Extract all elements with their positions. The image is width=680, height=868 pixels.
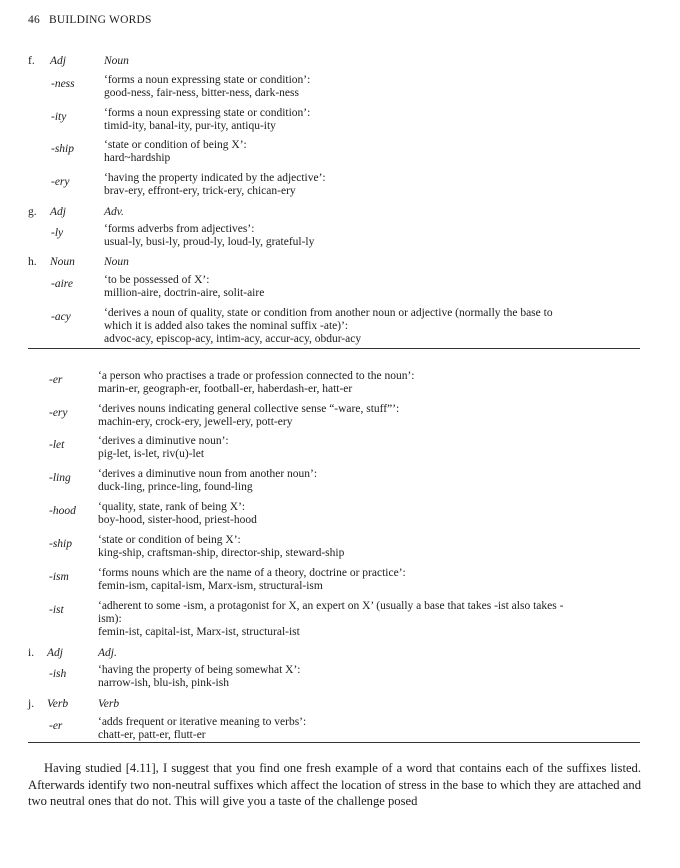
suffix-label: -ness xyxy=(51,78,75,90)
suffix-label: -er xyxy=(49,374,63,386)
suffix-entry xyxy=(51,274,73,292)
section-letter-i: i. xyxy=(28,647,35,659)
definition-text: ‘quality, state, rank of being X’: xyxy=(98,501,246,513)
suffix-definition xyxy=(98,567,406,593)
definition-text: ‘forms a noun expressing state or condition’: xyxy=(104,74,311,86)
page-break-rule xyxy=(28,348,640,349)
suffix-entry xyxy=(49,600,64,618)
definition-text: ‘a person who practises a trade or profession connected to the noun’: xyxy=(98,370,415,382)
examples-text: hard~hardship xyxy=(104,152,171,164)
definition-text: ‘adherent to some -ism, a protagonist for X, an expert on X’ (usually a base that takes -ist also takes - xyxy=(98,600,564,612)
suffix-definition xyxy=(98,370,414,396)
suffix-definition xyxy=(98,664,300,690)
suffix-entry xyxy=(51,74,75,92)
examples-text: good-ness, fair-ness, bitter-ness, dark-ness xyxy=(104,87,299,99)
suffix-definition xyxy=(104,74,310,100)
suffix-entry xyxy=(51,307,71,325)
definition-text: ‘forms nouns which are the name of a theory, doctrine or practice’: xyxy=(98,567,406,579)
suffix-label: -acy xyxy=(51,311,71,323)
definition-text: ‘derives a noun of quality, state or condition from another noun or adjective (normally the base to xyxy=(104,307,553,319)
suffix-entry xyxy=(49,370,62,388)
section-base-j: Verb xyxy=(47,698,69,710)
suffix-label: -ship xyxy=(49,538,72,550)
suffix-entry xyxy=(49,664,66,682)
definition-text: ‘to be possessed of X’: xyxy=(104,274,210,286)
section-base-i: Adj xyxy=(47,647,63,659)
suffix-entry xyxy=(49,716,62,734)
suffix-definition xyxy=(104,274,264,300)
examples-text: marin-er, geograph-er, football-er, haberdash-er, hatt-er xyxy=(98,383,353,395)
suffix-label: -ism xyxy=(49,571,69,583)
suffix-definition xyxy=(98,534,344,560)
suffix-definition xyxy=(98,716,306,742)
definition-text: ‘derives nouns indicating general collective sense “-ware, stuff”’: xyxy=(98,403,400,415)
examples-text: pig-let, is-let, riv(u)-let xyxy=(98,448,205,460)
suffix-label: -ship xyxy=(51,143,74,155)
section-letter-h: h. xyxy=(28,256,37,268)
examples-text: king-ship, craftsman-ship, director-ship, steward-ship xyxy=(98,547,345,559)
examples-text: duck-ling, prince-ling, found-ling xyxy=(98,481,253,493)
examples-text: femin-ism, capital-ism, Marx-ism, structural-ism xyxy=(98,580,323,592)
definition-text: ‘having the property indicated by the adjective’: xyxy=(104,172,326,184)
suffix-entry xyxy=(51,107,66,125)
suffix-entry xyxy=(49,501,76,519)
definition-text-continued: which it is added also takes the nominal suffix -ate)’: xyxy=(104,320,349,332)
examples-text: advoc-acy, episcop-acy, intim-acy, accur-acy, obdur-acy xyxy=(104,333,362,345)
section-base-g: Adj xyxy=(50,206,66,218)
suffix-entry xyxy=(51,139,74,157)
suffix-label: -ly xyxy=(51,227,64,239)
suffix-label: -ery xyxy=(51,176,70,188)
definition-text-continued: ism): xyxy=(98,613,122,625)
section-letter-g: g. xyxy=(28,206,37,218)
suffix-label: -ity xyxy=(51,111,67,123)
section-result-h: Noun xyxy=(104,256,129,268)
section-base-f: Adj xyxy=(50,55,66,67)
examples-text: femin-ist, capital-ist, Marx-ist, structural-ist xyxy=(98,626,300,638)
definition-text: ‘forms adverbs from adjectives’: xyxy=(104,223,255,235)
suffix-label: -let xyxy=(49,439,65,451)
section-result-f: Noun xyxy=(104,55,129,67)
suffix-label: -ish xyxy=(49,668,67,680)
examples-text: usual-ly, busi-ly, proud-ly, loud-ly, grateful-ly xyxy=(104,236,315,248)
suffix-definition xyxy=(98,403,399,429)
suffix-definition xyxy=(98,600,563,639)
section-base-h: Noun xyxy=(50,256,75,268)
examples-text: chatt-er, patt-er, flutt-er xyxy=(98,729,206,741)
section-result-g: Adv. xyxy=(104,206,124,218)
examples-text: brav-ery, effront-ery, trick-ery, chican-ery xyxy=(104,185,296,197)
page-number: 46 xyxy=(28,14,40,26)
suffix-entry xyxy=(49,567,69,585)
definition-text: ‘having the property of being somewhat X’: xyxy=(98,664,301,676)
suffix-definition xyxy=(98,468,317,494)
definition-text: ‘state or condition of being X’: xyxy=(104,139,247,151)
suffix-label: -er xyxy=(49,720,63,732)
definition-text: ‘state or condition of being X’: xyxy=(98,534,241,546)
section-result-j: Verb xyxy=(98,698,120,710)
suffix-entry xyxy=(49,534,72,552)
suffix-label: -ery xyxy=(49,407,68,419)
suffix-label: -hood xyxy=(49,505,76,517)
running-title: BUILDING WORDS xyxy=(48,14,152,26)
section-letter-j: j. xyxy=(28,698,35,710)
examples-text: million-aire, doctrin-aire, solit-aire xyxy=(104,287,265,299)
suffix-definition xyxy=(98,435,229,461)
suffix-definition xyxy=(104,139,247,165)
suffix-entry xyxy=(49,403,68,421)
table-end-rule xyxy=(28,742,640,743)
definition-text: ‘derives a diminutive noun from another noun’: xyxy=(98,468,318,480)
examples-text: timid-ity, banal-ity, pur-ity, antiqu-ity xyxy=(104,120,276,132)
suffix-definition xyxy=(104,223,314,249)
suffix-entry xyxy=(51,223,63,241)
definition-text: ‘adds frequent or iterative meaning to verbs’: xyxy=(98,716,307,728)
body-paragraph: Having studied [4.11], I suggest that you find one fresh example of a word that contains each of the suffixes listed. Afterwards identify two non-neutral suffixes which affect the location of stress in the base to which they are attached and two neutral ones that do not. This will give you a taste of the challenge posed xyxy=(28,761,641,808)
running-header xyxy=(28,14,152,26)
section-result-i: Adj. xyxy=(98,647,117,659)
suffix-label: -ling xyxy=(49,472,71,484)
suffix-label: -aire xyxy=(51,278,73,290)
examples-text: boy-hood, sister-hood, priest-hood xyxy=(98,514,257,526)
suffix-entry xyxy=(51,172,70,190)
definition-text: ‘derives a diminutive noun’: xyxy=(98,435,229,447)
suffix-definition xyxy=(98,501,257,527)
examples-text: narrow-ish, blu-ish, pink-ish xyxy=(98,677,229,689)
suffix-definition xyxy=(104,172,326,198)
suffix-entry xyxy=(49,435,64,453)
suffix-label: -ist xyxy=(49,604,64,616)
section-letter-f: f. xyxy=(28,55,35,67)
examples-text: machin-ery, crock-ery, jewell-ery, pott-ery xyxy=(98,416,293,428)
definition-text: ‘forms a noun expressing state or condition’: xyxy=(104,107,311,119)
suffix-definition xyxy=(104,307,553,346)
suffix-entry xyxy=(49,468,71,486)
suffix-definition xyxy=(104,107,310,133)
